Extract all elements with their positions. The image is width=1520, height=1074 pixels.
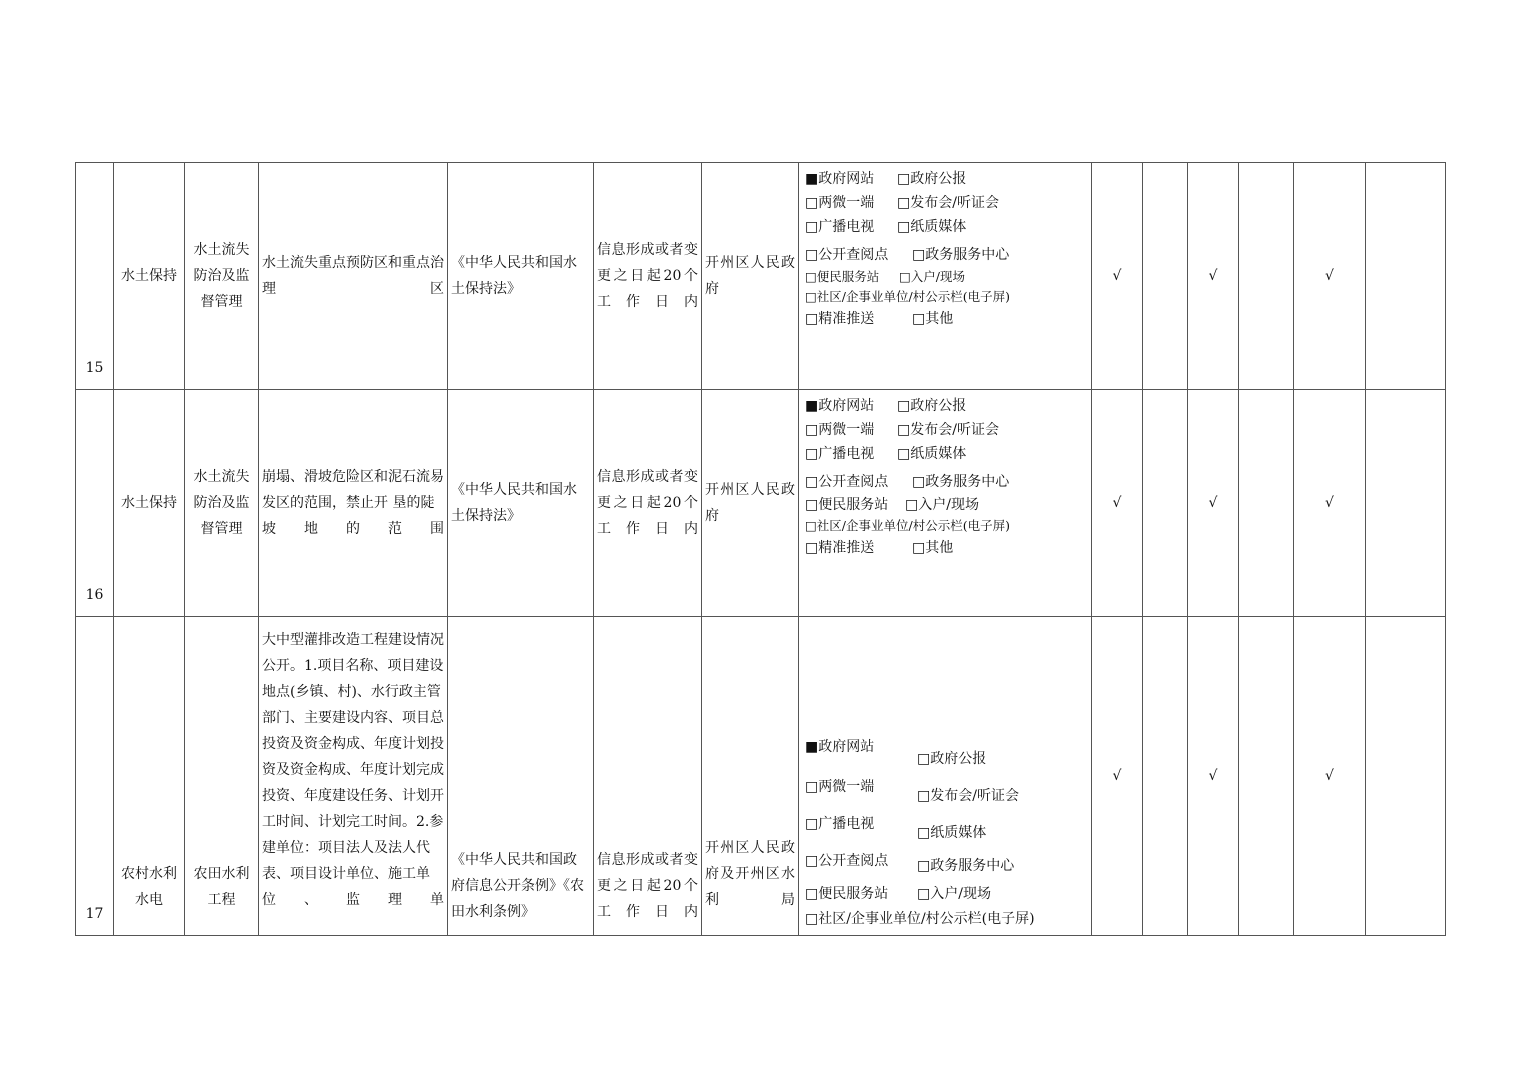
category-cell: 水土保持	[114, 163, 185, 390]
channel-option: ■政府网站	[805, 739, 875, 755]
check-cell	[1366, 163, 1446, 390]
disclosure-table	[75, 162, 1446, 936]
channel-option: □公开查阅点	[805, 474, 889, 490]
channel-option: □政务服务中心	[917, 858, 1015, 874]
channel-option: □精准推送	[805, 540, 875, 556]
subject-cell: 开州区人民政府	[702, 390, 799, 617]
channel-option: □便民服务站	[805, 886, 889, 902]
subject-cell: 开州区人民政府及开州区水利局	[702, 617, 799, 936]
table-row	[76, 390, 1446, 617]
row-number: 17	[76, 617, 114, 936]
channel-option: □社区/企事业单位/村公示栏(电子屏)	[805, 289, 1010, 304]
check-cell: √	[1294, 390, 1366, 617]
channel-option: □纸质媒体	[917, 825, 987, 841]
subcategory-cell: 农田水利工程	[185, 617, 259, 936]
content-cell: 水土流失重点预防区和重点治理区	[259, 163, 448, 390]
channel-option: □政务服务中心	[912, 474, 1010, 490]
channel-option: □入户/现场	[899, 269, 966, 284]
channel-option: □发布会/听证会	[897, 422, 999, 438]
channel-option: □入户/现场	[917, 886, 991, 902]
check-cell	[1239, 617, 1294, 936]
channel-option: □便民服务站	[805, 269, 880, 284]
channel-option: □广播电视	[805, 446, 875, 462]
channels-cell	[799, 390, 1092, 617]
channel-option: □入户/现场	[905, 497, 979, 513]
channel-option: □发布会/听证会	[917, 788, 1019, 804]
check-cell: √	[1188, 163, 1239, 390]
check-cell	[1239, 163, 1294, 390]
channel-option: □政府公报	[897, 398, 967, 414]
check-cell: √	[1092, 390, 1143, 617]
channel-option: □纸质媒体	[897, 219, 967, 235]
channel-option: □两微一端	[805, 422, 875, 438]
check-cell	[1143, 617, 1188, 936]
channel-option: □便民服务站	[805, 497, 889, 513]
channel-option: □广播电视	[805, 816, 875, 832]
check-cell: √	[1092, 163, 1143, 390]
basis-cell: 《中华人民共和国政府信息公开条例》《农田水利条例》	[448, 617, 594, 936]
row-number: 16	[76, 390, 114, 617]
check-cell: √	[1294, 163, 1366, 390]
timeframe-cell: 信息形成或者变更之日起20个工作日内	[594, 617, 702, 936]
channel-option: ■政府网站	[805, 171, 875, 187]
basis-cell: 《中华人民共和国水土保持法》	[448, 390, 594, 617]
timeframe-cell: 信息形成或者变更之日起20个工作日内	[594, 163, 702, 390]
basis-cell: 《中华人民共和国水土保持法》	[448, 163, 594, 390]
check-cell: √	[1188, 617, 1239, 936]
channels-cell	[799, 617, 1092, 936]
subcategory-cell: 水土流失防治及监督管理	[185, 163, 259, 390]
category-cell: 农村水利水电	[114, 617, 185, 936]
channel-option: □社区/企事业单位/村公示栏(电子屏)	[805, 518, 1010, 533]
check-cell	[1143, 163, 1188, 390]
subcategory-cell: 水土流失防治及监督管理	[185, 390, 259, 617]
content-cell: 崩塌、滑坡危险区和泥石流易发区的范围，禁止开 垦的陡坡地的范围	[259, 390, 448, 617]
category-cell: 水土保持	[114, 390, 185, 617]
check-cell	[1366, 390, 1446, 617]
channel-option: □两微一端	[805, 195, 875, 211]
check-cell	[1366, 617, 1446, 936]
channel-option: □政府公报	[917, 751, 987, 767]
subject-cell: 开州区人民政 府	[702, 163, 799, 390]
channel-option: □其他	[912, 311, 954, 327]
channel-option: □两微一端	[805, 779, 875, 795]
row-number: 15	[76, 163, 114, 390]
channel-option: □政府公报	[897, 171, 967, 187]
channel-option: □社区/企事业单位/村公示栏(电子屏)	[805, 911, 1035, 927]
channel-option: □其他	[912, 540, 954, 556]
check-cell: √	[1188, 390, 1239, 617]
content-cell: 大中型灌排改造工程建设情况公开。1.项目名称、项目建设地点(乡镇、村)、水行政主管部门、主要建设内容、项目总投资及资金构成、年度计划投资及资金构成、年度计划完成投资、年度建设任务、计划开工时间、计划完工时间。2.参建单位：项目法人及法人代表、项目设计单位、施工单位、监理单	[259, 617, 448, 936]
check-cell	[1239, 390, 1294, 617]
channel-option: □公开查阅点	[805, 247, 889, 263]
check-cell	[1143, 390, 1188, 617]
channel-option: □公开查阅点	[805, 853, 889, 869]
check-cell: √	[1294, 617, 1366, 936]
channel-option: ■政府网站	[805, 398, 875, 414]
channel-option: □发布会/听证会	[897, 195, 999, 211]
channel-option: □广播电视	[805, 219, 875, 235]
check-cell: √	[1092, 617, 1143, 936]
channel-option: □纸质媒体	[897, 446, 967, 462]
channel-option: □政务服务中心	[912, 247, 1010, 263]
table-row	[76, 617, 1446, 936]
channel-option: □精准推送	[805, 311, 875, 327]
table-row	[76, 163, 1446, 390]
channels-cell	[799, 163, 1092, 390]
timeframe-cell: 信息形成或者变更之日起20个工作日内	[594, 390, 702, 617]
